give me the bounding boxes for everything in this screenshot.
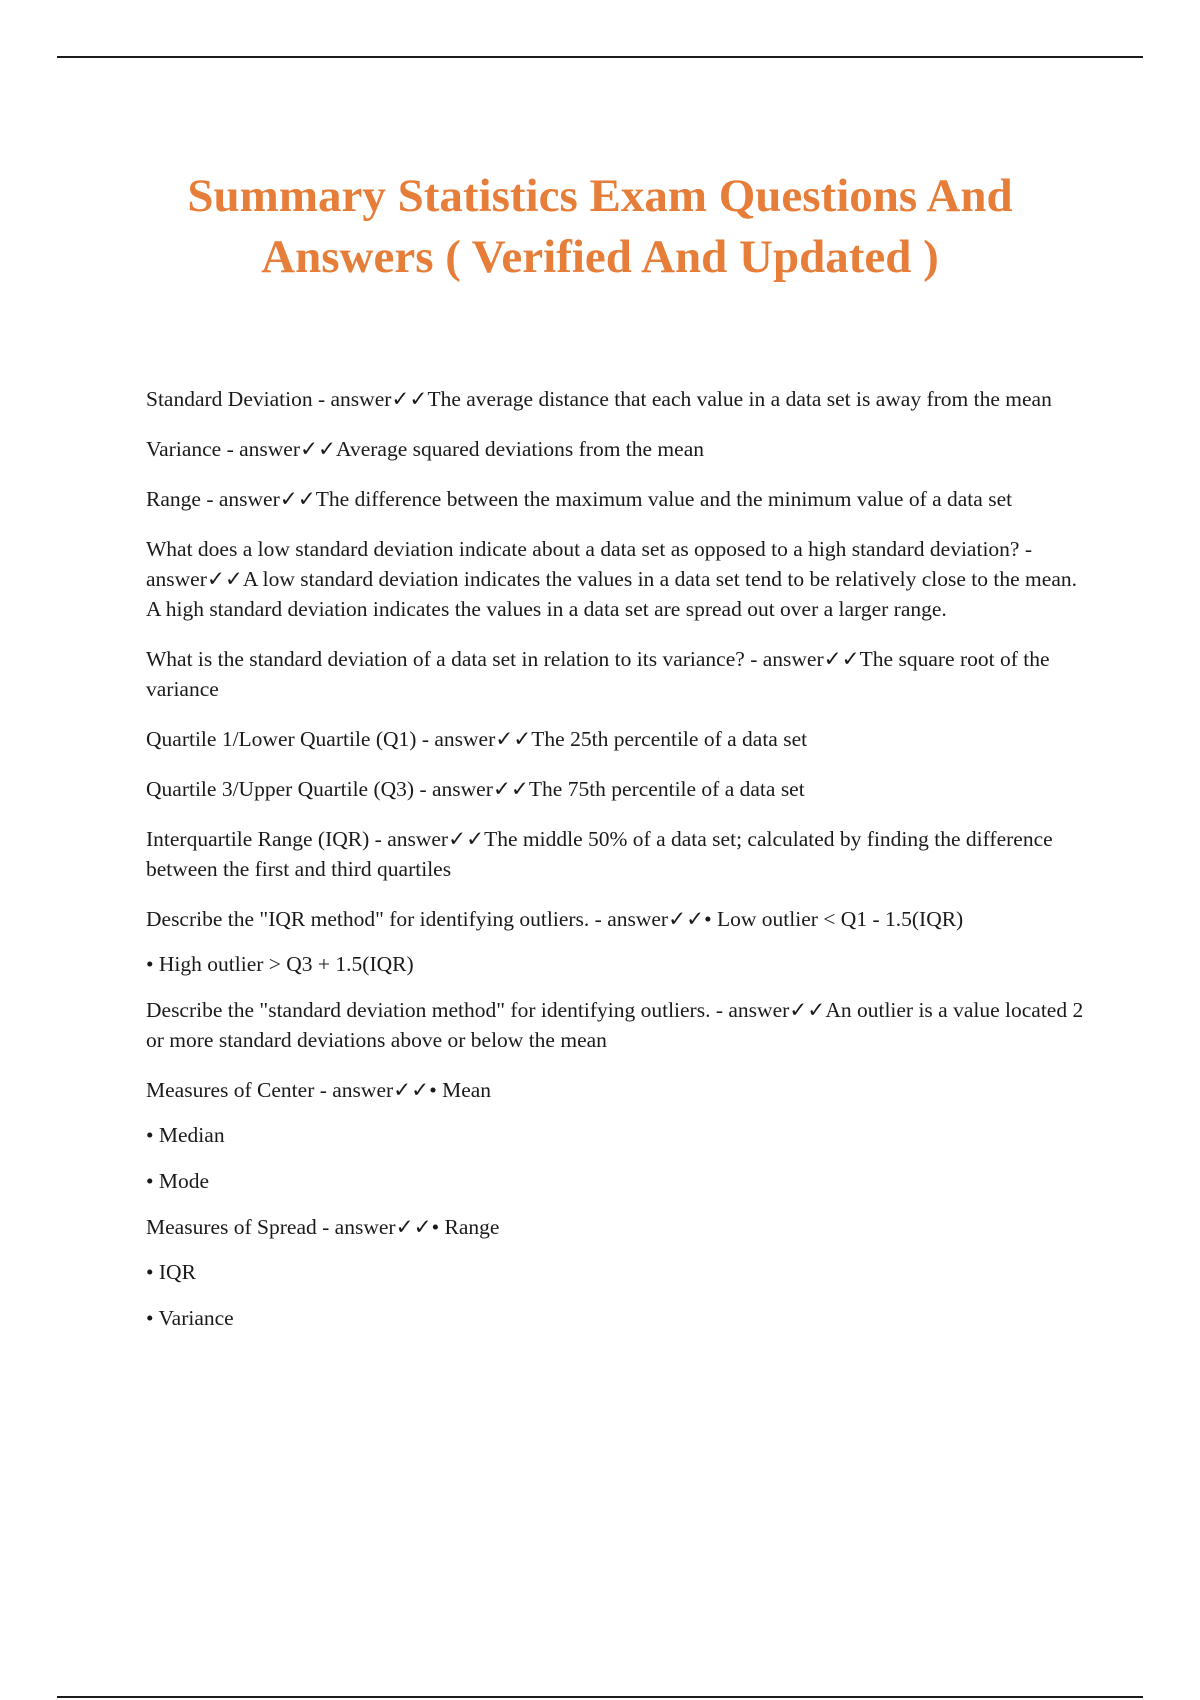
answer: The middle 50% of a data set; calculated by finding the difference between the first and third quartiles — [146, 827, 1053, 881]
question: What does a low standard deviation indicate about a data set as opposed to a high standard deviation? — [146, 537, 1020, 561]
answer-prefix: - answer — [200, 487, 280, 511]
question: Describe the "standard deviation method" for identifying outliers. — [146, 998, 711, 1022]
question: Standard Deviation — [146, 387, 313, 411]
answer: The square root of the variance — [146, 647, 1050, 701]
check-icon: ✓✓ — [279, 487, 316, 511]
qa-entry — [146, 1212, 1094, 1242]
check-icon: ✓✓ — [789, 998, 826, 1022]
answer-prefix: - answer — [312, 387, 392, 411]
answer: • Mean — [429, 1078, 492, 1102]
check-icon: ✓✓ — [823, 647, 860, 671]
check-icon: ✓✓ — [448, 827, 485, 851]
answer: The 25th percentile of a data set — [531, 727, 808, 751]
answer: A low standard deviation indicates the values in a data set tend to be relatively close to the mean. A high standard deviation indicates the values in a data set are spread out over a larger range. — [146, 567, 1077, 621]
answer-prefix: - answer — [146, 537, 1033, 591]
title-line-2: Answers ( Verified And Updated ) — [261, 231, 939, 283]
question: Quartile 3/Upper Quartile (Q3) — [146, 777, 415, 801]
check-icon: ✓✓ — [492, 777, 529, 801]
answer-bullet: • Mode — [146, 1169, 210, 1193]
qa-entry — [146, 774, 1094, 804]
answer: The 75th percentile of a data set — [528, 777, 805, 801]
check-icon: ✓✓ — [495, 727, 532, 751]
answer: • Low outlier < Q1 - 1.5(IQR) — [704, 907, 964, 931]
question: What is the standard deviation of a data set in relation to its variance? — [146, 647, 745, 671]
answer-bullet: • High outlier > Q3 + 1.5(IQR) — [146, 952, 414, 976]
check-icon: ✓✓ — [206, 567, 243, 591]
check-icon: ✓✓ — [668, 907, 705, 931]
answer-bullet: • Variance — [146, 1306, 234, 1330]
answer-prefix: - answer — [414, 777, 493, 801]
answer-prefix: - answer — [589, 907, 669, 931]
check-icon: ✓✓ — [391, 387, 428, 411]
qa-entry — [146, 384, 1094, 414]
check-icon: ✓✓ — [300, 437, 337, 461]
answer-prefix: - answer — [316, 1215, 396, 1239]
qa-entry — [146, 824, 1094, 884]
answer-prefix: - answer — [416, 727, 496, 751]
question: Quartile 1/Lower Quartile (Q1) — [146, 727, 417, 751]
check-icon: ✓✓ — [393, 1078, 430, 1102]
answer: The difference between the maximum value and the minimum value of a data set — [315, 487, 1013, 511]
question: Interquartile Range (IQR) — [146, 827, 370, 851]
answer-bullet: • IQR — [146, 1260, 196, 1284]
question: Measures of Center — [146, 1078, 315, 1102]
question: Range — [146, 487, 201, 511]
answer-prefix: - answer — [221, 437, 301, 461]
question: Variance — [146, 437, 222, 461]
qa-entry — [146, 644, 1094, 704]
document-title — [100, 166, 1100, 288]
qa-entry — [146, 904, 1094, 934]
answer: An outlier is a value located 2 or more standard deviations above or below the mean — [146, 998, 1084, 1052]
qa-entry — [146, 534, 1094, 624]
qa-entry — [146, 995, 1094, 1055]
qa-entry — [146, 724, 1094, 754]
question: Measures of Spread — [146, 1215, 317, 1239]
answer-prefix: - answer — [744, 647, 824, 671]
qa-entry — [146, 434, 1094, 464]
qa-entry — [146, 1075, 1094, 1105]
title-line-1: Summary Statistics Exam Questions And — [187, 170, 1013, 222]
answer: • Range — [431, 1215, 500, 1239]
question: Describe the "IQR method" for identifying outliers. — [146, 907, 590, 931]
qa-list — [146, 384, 1094, 1349]
answer: Average squared deviations from the mean — [336, 437, 704, 461]
answer-prefix: - answer — [314, 1078, 394, 1102]
bottom-rule — [57, 1696, 1143, 1698]
qa-entry — [146, 484, 1094, 514]
answer-prefix: - answer — [710, 998, 790, 1022]
answer-bullet: • Median — [146, 1123, 225, 1147]
answer-prefix: - answer — [369, 827, 449, 851]
answer: The average distance that each value in a data set is away from the mean — [427, 387, 1052, 411]
top-rule — [57, 56, 1143, 58]
check-icon: ✓✓ — [395, 1215, 432, 1239]
